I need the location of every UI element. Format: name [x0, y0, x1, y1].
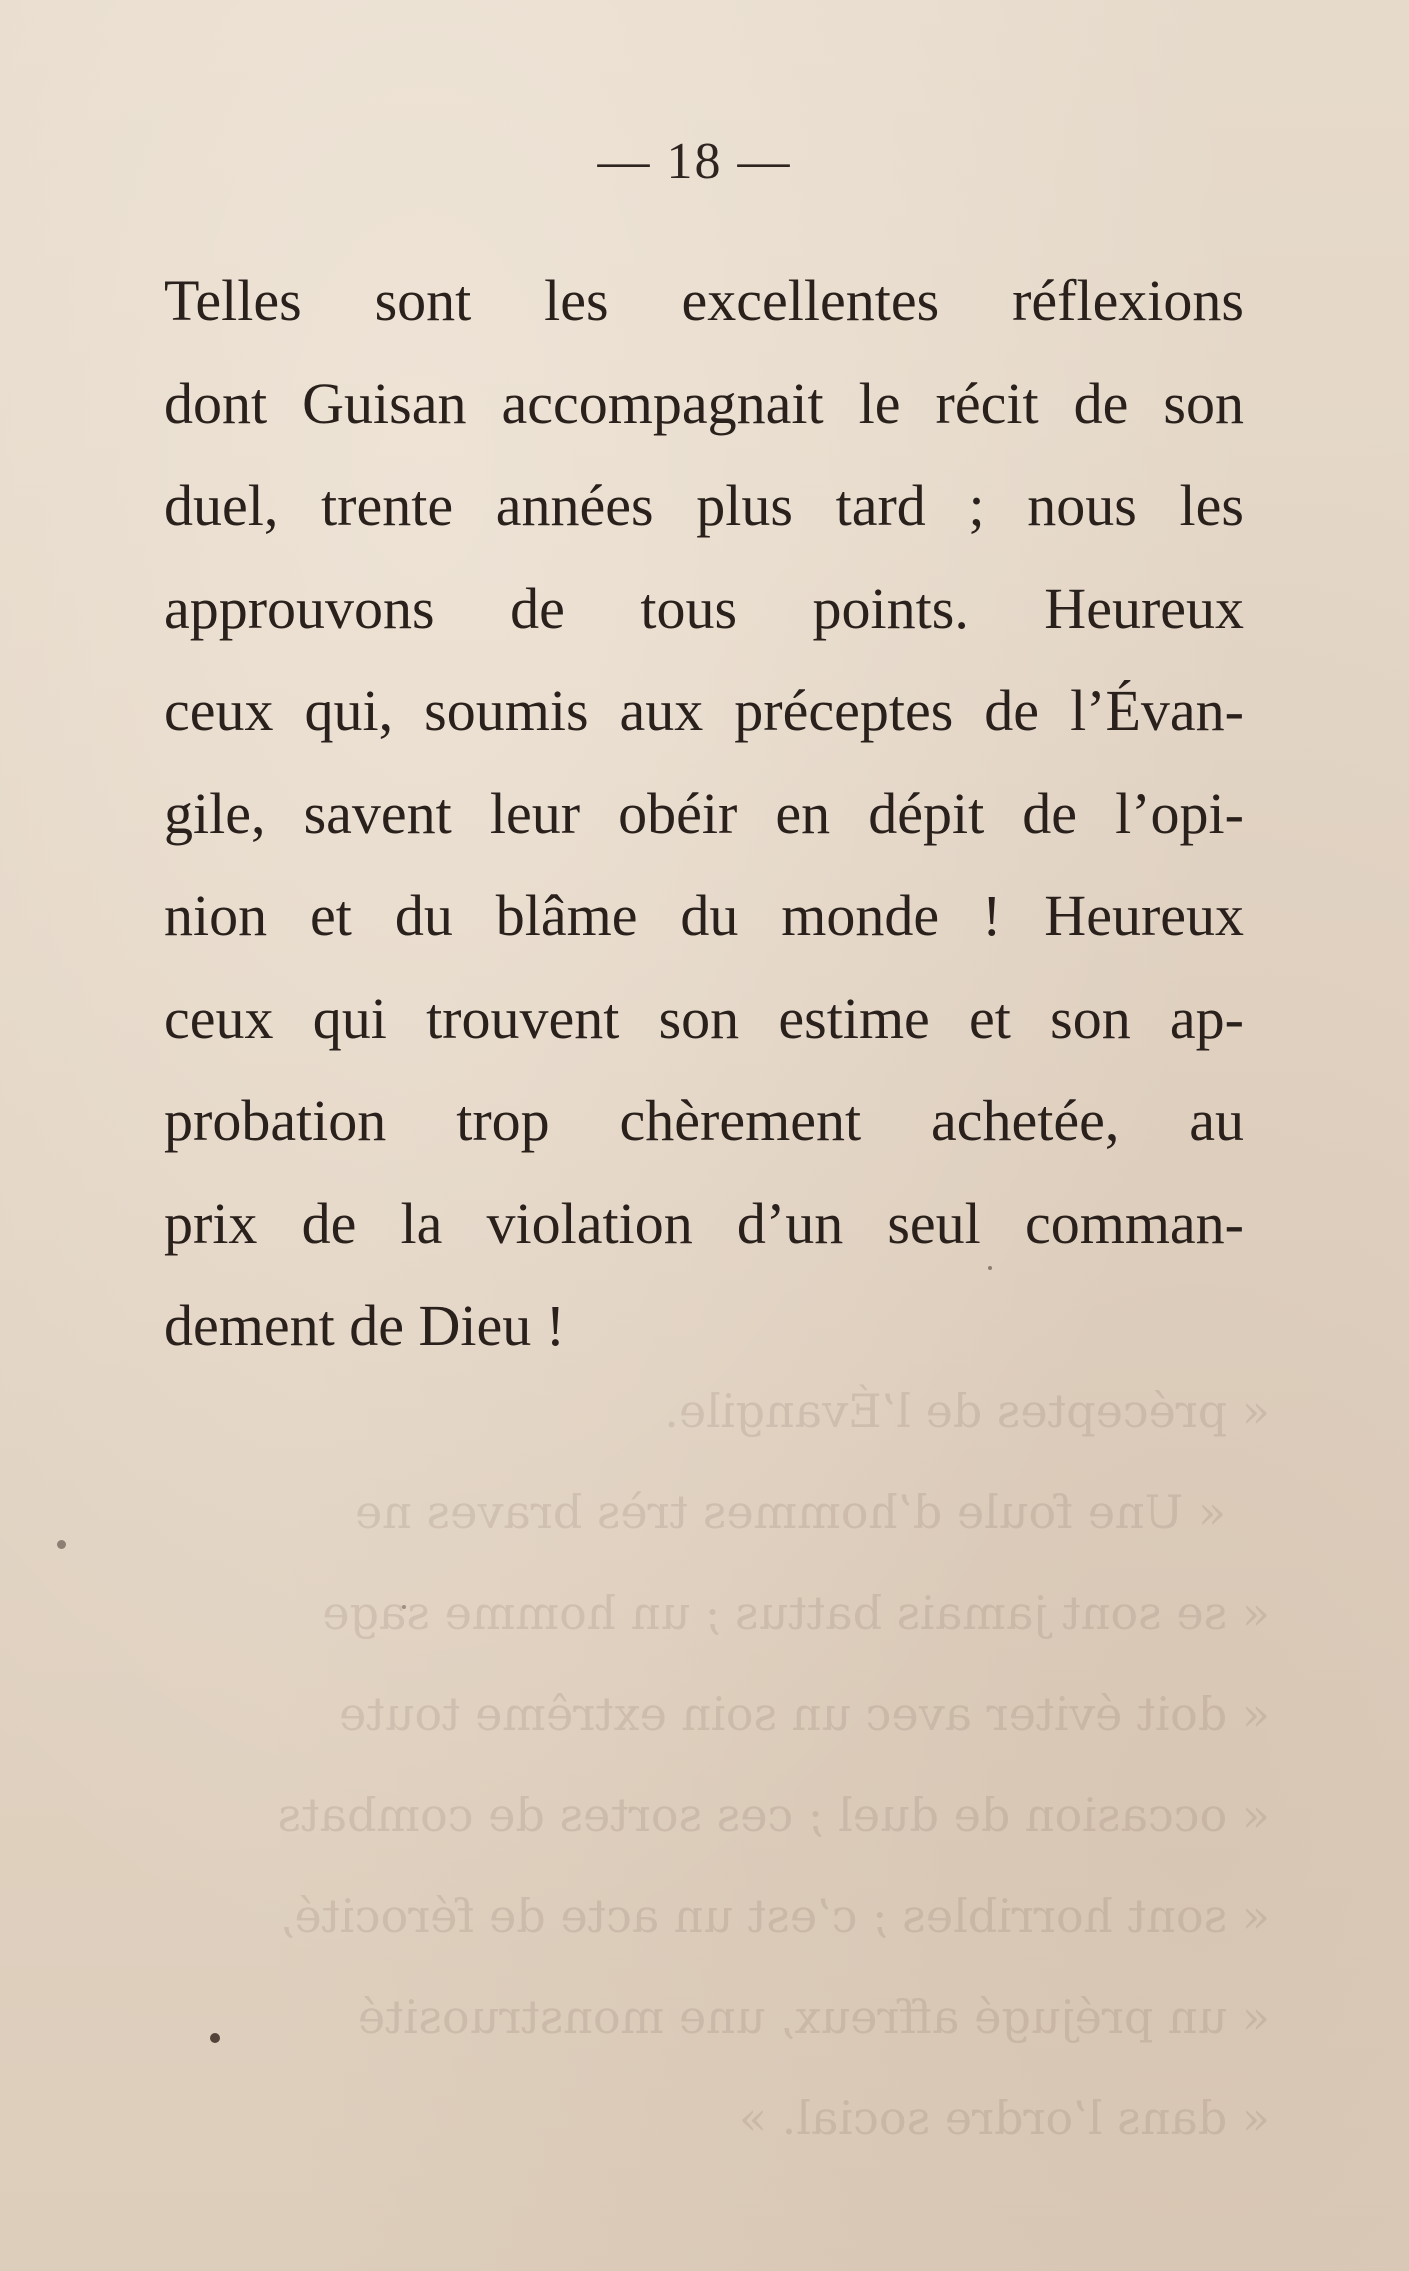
paper-speck: [57, 1540, 66, 1549]
body-paragraph: [164, 250, 1244, 1378]
text-line-6: gile, savent leur obéir en dépit de l’opi-: [164, 780, 1244, 846]
text-line-4: approuvons de tous points. Heureux: [164, 575, 1244, 641]
text-line-5: ceux qui, soumis aux préceptes de l’Évan-: [164, 678, 1244, 743]
paper-speck: [210, 2033, 220, 2043]
bleed-through-decoration: « préceptes de l’Évangile. « Une foule d’hommes très braves ne « se sont jamais battus ; un homme sage « doit éviter avec un soin extrême toute « occasion de duel ; ces sortes de combats « sont horribles ; c’est un acte de férocité, « un préjugé affreux, une monstruosité « dans l’ordre social. »: [277, 1384, 1270, 2145]
text-line-10: prix de la violation d’un seul comman-: [164, 1190, 1244, 1256]
text-line-11: dement de Dieu !: [164, 1293, 566, 1358]
text-line-2: dont Guisan accompagnait le récit de son: [164, 370, 1244, 436]
text-line-8: ceux qui trouvent son estime et son ap-: [164, 985, 1244, 1051]
paper-speck: [402, 1605, 406, 1609]
text-line-7: nion et du blâme du monde ! Heureux: [164, 883, 1244, 948]
paper-speck: [988, 1266, 992, 1270]
text-line-9: probation trop chèrement achetée, au: [164, 1088, 1244, 1153]
page-number: — 18 —: [597, 133, 792, 190]
text-line-1: Telles sont les excellentes réflexions: [164, 268, 1244, 333]
text-line-3: duel, trente années plus tard ; nous les: [164, 473, 1244, 538]
